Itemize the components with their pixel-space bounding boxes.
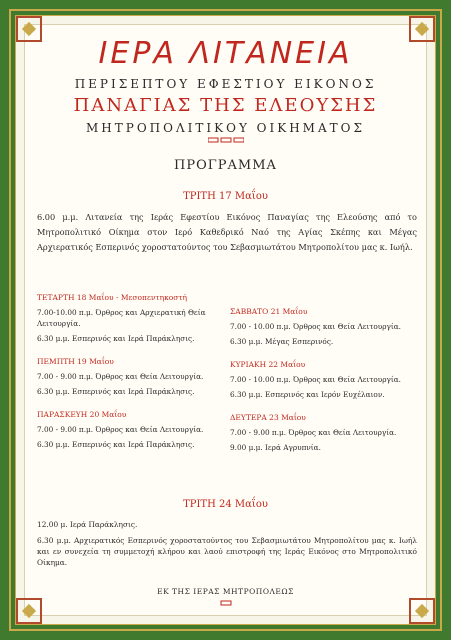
day-heading: ΔΕΥΤΕΡΑ 23 Μαΐου — [230, 413, 306, 422]
schedule-day-monday — [230, 412, 415, 453]
schedule-line: 7.00 - 9.00 π.μ. Όρθρος και Θεία Λειτουργία. — [37, 372, 204, 381]
tuesday-17-description: 6.00 μ.μ. Λιτανεία της Ιεράς Εφεστίου Εικόνος Παναγίας της Ελεούσης από το Μητροπολιτικό Οίκημα στον Ιερό Καθεδρικό Ναό της Αγίας Σκέπης και Μέγας Αρχιερατικός Εσπερινός χοροστατούντος του Σεβασμιωτάτου Μητροπολίτου μας κ. Ιωήλ. — [37, 212, 417, 252]
schedule-day-friday — [37, 409, 222, 450]
schedule-line: 6.30 μ.μ. Εσπερινός και Ιερόν Ευχέλαιον. — [230, 390, 385, 399]
schedule-line: 9.00 μ.μ. Ιερά Αγρυπνία. — [230, 443, 321, 452]
footer-text: ΕΚ ΤΗΣ ΙΕΡΑΣ ΜΗΤΡΟΠΟΛΕΩΣ — [157, 587, 294, 596]
tuesday-24-line-2: 6.30 μ.μ. Αρχιερατικός Εσπερινός χοροστατούντος του Σεβασμιωτάτου Μητροπολίτου μας κ. Ιωήλ και εν συνεχεία τη συμμετοχή κλήρου και λαού επιστροφή της Ιεράς Εικόνος στο Μητροπολιτικό Οίκημα. — [37, 536, 417, 567]
day-heading: ΚΥΡΙΑΚΗ 22 Μαΐου — [230, 360, 306, 369]
schedule-line: 7.00 - 9.00 π.μ. Όρθρος και Θεία Λειτουργία. — [230, 428, 397, 437]
day-heading-tuesday-17: ΤΡΙΤΗ 17 Μαΐου — [183, 191, 268, 202]
left-schedule-column — [37, 292, 222, 450]
schedule-line: 6.30 μ.μ. Εσπερινός και Ιερά Παράκλησις. — [37, 387, 195, 396]
main-title: ΙΕΡΑ ΛΙΤΑΝΕΙΑ — [98, 36, 353, 71]
ornament-glyph-icon — [208, 137, 244, 143]
schedule-line: 6.30 μ.μ. Εσπερινός και Ιερά Παράκλησις. — [37, 334, 195, 343]
subtitle-metropolis: ΜΗΤΡΟΠΟΛΙΤΙΚΟΥ ΟΙΚΗΜΑΤΟΣ — [86, 121, 365, 135]
day-heading: ΠΕΜΠΤΗ 19 Μαΐου — [37, 357, 114, 366]
right-schedule-column — [230, 306, 415, 453]
subtitle-panagia: ΠΑΝΑΓΙΑΣ ΤΗΣ ΕΛΕΟΥΣΗΣ — [73, 95, 378, 116]
schedule-line: 7.00 - 9.00 π.μ. Όρθρος και Θεία Λειτουργία. — [37, 425, 204, 434]
programme-title: ΠΡΟΓΡΑΜΜΑ — [174, 158, 277, 173]
day-heading-tuesday-24: ΤΡΙΤΗ 24 Μαΐου — [183, 499, 268, 510]
schedule-line: 7.00-10.00 π.μ. Όρθρος και Αρχιερατική Θεία Λειτουργία. — [37, 308, 206, 328]
schedule-line: 7.00 - 10.00 π.μ. Όρθρος και Θεία Λειτουργία. — [230, 375, 401, 384]
ornament-glyph-icon — [220, 600, 232, 606]
schedule-line: 7.00 - 10.00 π.μ. Όρθρος και Θεία Λειτουργία. — [230, 322, 401, 331]
schedule-day-saturday — [230, 306, 415, 347]
day-heading: ΤΕΤΑΡΤΗ 18 Μαΐου - Μεσοπεντηκοστή — [37, 293, 188, 302]
ornament-divider-icon — [0, 137, 451, 145]
day-heading: ΠΑΡΑΣΚΕΥΗ 20 Μαΐου — [37, 410, 127, 419]
schedule-day-sunday — [230, 359, 415, 400]
schedule-day-wednesday — [37, 292, 222, 344]
tuesday-24-line-1: 12.00 μ. Ιερά Παράκλησις. — [37, 520, 138, 529]
footer-ornament-icon — [0, 600, 451, 608]
schedule-line: 6.30 μ.μ. Μέγας Εσπερινός. — [230, 337, 334, 346]
schedule-line: 6.30 μ.μ. Εσπερινός και Ιερά Παράκλησις. — [37, 440, 195, 449]
day-heading: ΣΑΒΒΑΤΟ 21 Μαΐου — [230, 307, 308, 316]
subtitle-icon-name: ΠΕΡΙΣΕΠΤΟΥ ΕΦΕΣΤΙΟΥ ΕΙΚΟΝΟΣ — [74, 77, 377, 91]
schedule-day-thursday — [37, 356, 222, 397]
